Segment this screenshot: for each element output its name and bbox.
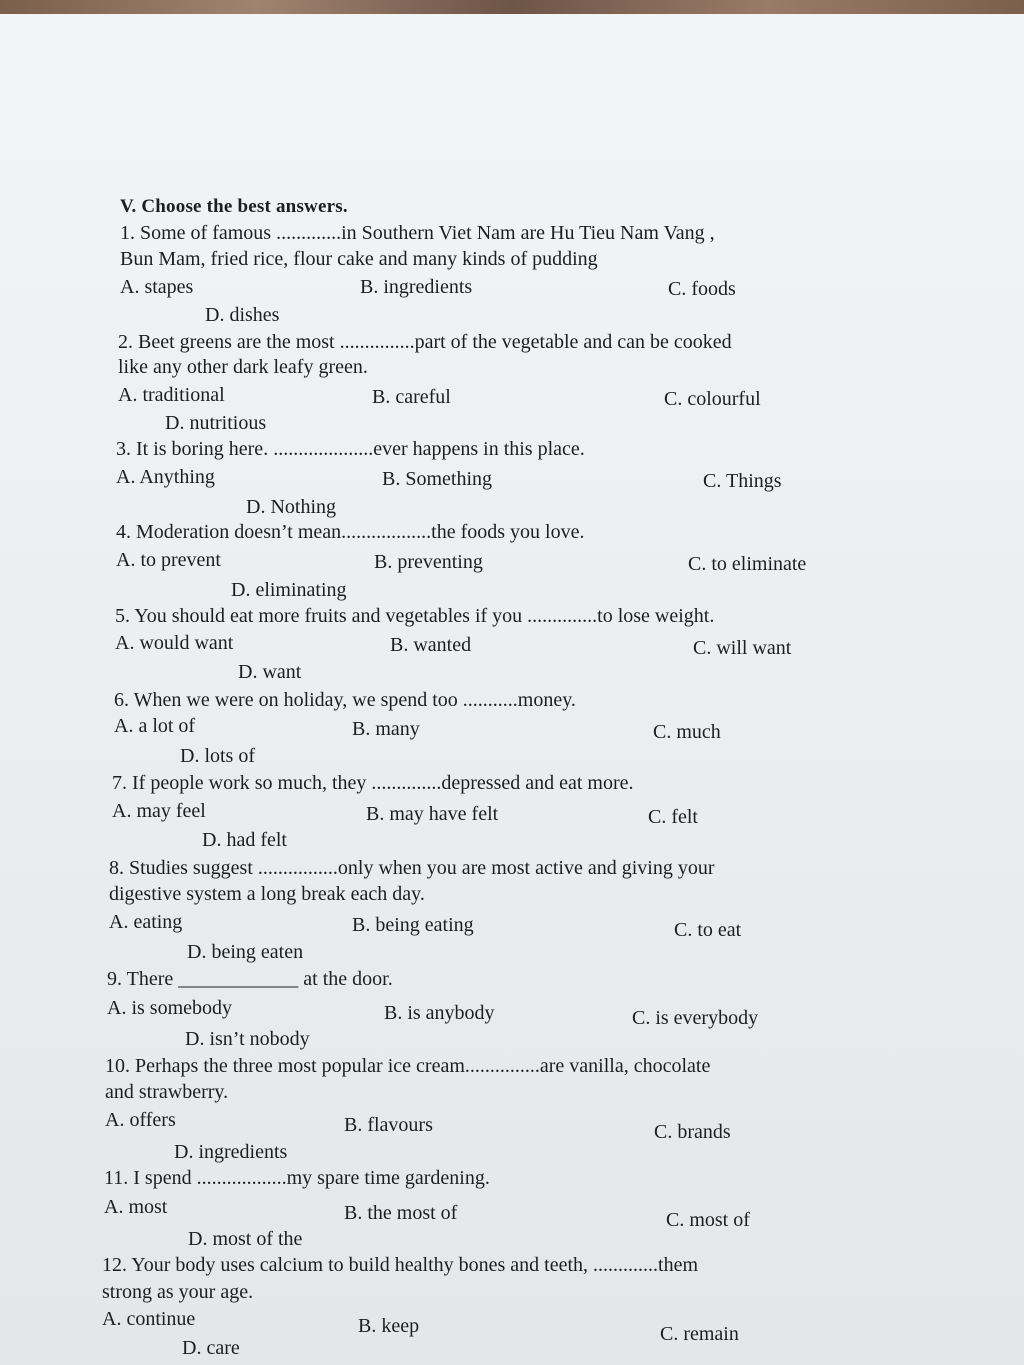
question-1-option-a: A. stapes <box>120 276 194 298</box>
question-12-text: 12. Your body uses calcium to build healthy bones and teeth, .............them <box>102 1254 699 1276</box>
question-12-option-d: D. care <box>182 1337 240 1359</box>
question-7-option-d: D. had felt <box>202 829 287 851</box>
question-12-option-a: A. continue <box>102 1308 196 1330</box>
question-3-option-c: C. Things <box>703 470 782 492</box>
question-3-option-b: B. Something <box>382 468 493 490</box>
question-9-option-d: D. isn’t nobody <box>185 1028 310 1050</box>
question-3-text: 3. It is boring here. ....................ever happens in this place. <box>116 438 585 460</box>
question-11-option-d: D. most of the <box>188 1228 303 1250</box>
section-heading: V. Choose the best answers. <box>120 196 348 217</box>
question-7-option-c: C. felt <box>648 806 698 828</box>
question-12-option-c: C. remain <box>660 1323 739 1345</box>
question-10-option-b: B. flavours <box>344 1114 433 1136</box>
question-8-text: 8. Studies suggest ................only when you are most active and giving your <box>109 857 715 879</box>
question-8-text-continued: digestive system a long break each day. <box>109 883 425 905</box>
question-11-text: 11. I spend ..................my spare time gardening. <box>104 1167 490 1189</box>
question-5-text: 5. You should eat more fruits and vegetables if you ..............to lose weight. <box>115 605 715 627</box>
question-8-option-a: A. eating <box>109 911 183 933</box>
question-9-option-b: B. is anybody <box>384 1002 495 1024</box>
question-6-option-b: B. many <box>352 718 420 740</box>
question-11-option-b: B. the most of <box>344 1202 458 1224</box>
question-6-option-c: C. much <box>653 721 721 743</box>
question-5-option-b: B. wanted <box>390 634 472 656</box>
question-8-option-c: C. to eat <box>674 919 742 941</box>
question-9-text: 9. There ____________ at the door. <box>107 968 393 990</box>
question-12-text-continued: strong as your age. <box>102 1281 254 1303</box>
question-5-option-d: D. want <box>238 661 302 683</box>
question-4-option-d: D. eliminating <box>231 579 347 601</box>
question-1-option-d: D. dishes <box>205 304 280 326</box>
question-11-option-a: A. most <box>104 1196 168 1218</box>
question-10-option-d: D. ingredients <box>174 1141 288 1163</box>
question-10-option-a: A. offers <box>105 1109 176 1131</box>
question-2-text: 2. Beet greens are the most ...............part of the vegetable and can be cooked <box>118 331 732 353</box>
question-1-option-b: B. ingredients <box>360 276 473 298</box>
question-8-option-d: D. being eaten <box>187 941 304 963</box>
question-3-option-d: D. Nothing <box>246 496 336 518</box>
question-9-option-a: A. is somebody <box>107 997 232 1019</box>
question-6-option-d: D. lots of <box>180 745 255 767</box>
question-4-option-a: A. to prevent <box>116 549 221 571</box>
question-6-text: 6. When we were on holiday, we spend too ...........money. <box>114 689 576 711</box>
question-8-option-b: B. being eating <box>352 914 474 936</box>
question-1-option-c: C. foods <box>668 278 736 300</box>
question-6-option-a: A. a lot of <box>114 715 196 737</box>
question-11-option-c: C. most of <box>666 1209 750 1231</box>
question-10-text: 10. Perhaps the three most popular ice cream...............are vanilla, chocolate <box>105 1055 711 1077</box>
question-10-text-continued: and strawberry. <box>105 1081 229 1103</box>
question-7-option-a: A. may feel <box>112 800 206 822</box>
question-7-text: 7. If people work so much, they ..............depressed and eat more. <box>112 772 634 794</box>
question-4-option-b: B. preventing <box>374 551 483 573</box>
question-1-text-continued: Bun Mam, fried rice, flour cake and many kinds of pudding <box>120 248 598 270</box>
question-2-option-a: A. traditional <box>118 384 225 406</box>
question-2-option-c: C. colourful <box>664 388 761 410</box>
question-2-option-b: B. careful <box>372 386 451 408</box>
question-4-option-c: C. to eliminate <box>688 553 807 575</box>
question-9-option-c: C. is everybody <box>632 1007 759 1029</box>
question-10-option-c: C. brands <box>654 1121 731 1143</box>
question-3-option-a: A. Anything <box>116 466 215 488</box>
question-5-option-c: C. will want <box>693 637 792 659</box>
question-2-option-d: D. nutritious <box>165 412 267 434</box>
question-7-option-b: B. may have felt <box>366 803 499 825</box>
question-5-option-a: A. would want <box>115 632 234 654</box>
question-12-option-b: B. keep <box>358 1315 420 1337</box>
question-4-text: 4. Moderation doesn’t mean..................the foods you love. <box>116 521 585 543</box>
question-2-text-continued: like any other dark leafy green. <box>118 356 368 378</box>
question-1-text: 1. Some of famous .............in Southern Viet Nam are Hu Tieu Nam Vang , <box>120 222 715 244</box>
